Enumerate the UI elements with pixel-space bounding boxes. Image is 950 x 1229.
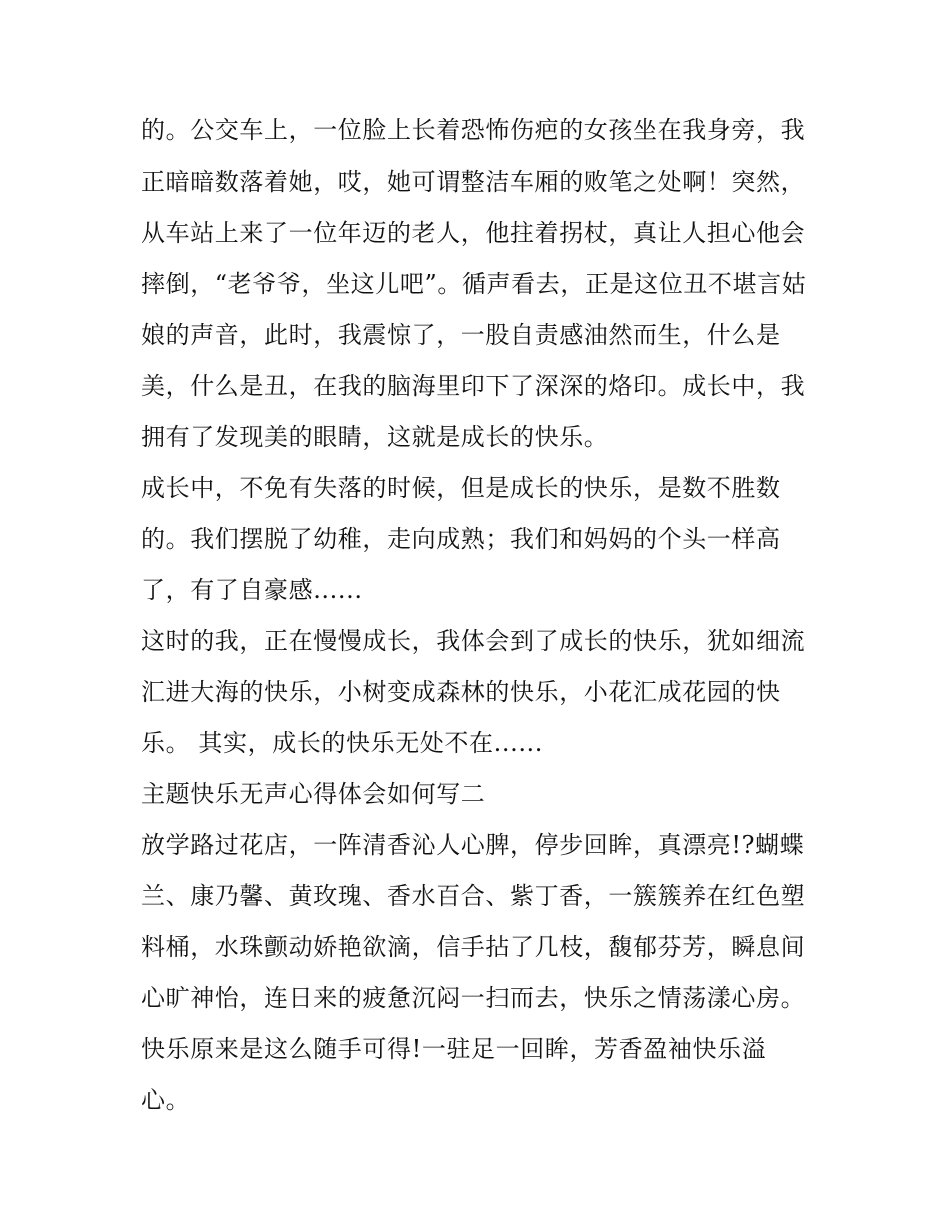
section-heading: 主题快乐无声心得体会如何写二: [141, 780, 486, 808]
text-line: 美，什么是丑，在我的脑海里印下了深深的烙印。成长中，我: [141, 372, 806, 400]
text-line: 正暗暗数落着她，哎，她可谓整洁车厢的败笔之处啊！突然，: [141, 168, 806, 196]
text-line: 拥有了发现美的眼睛，这就是成长的快乐。: [141, 423, 609, 451]
text-line: 快乐原来是这么随手可得!一驻足一回眸，芳香盈袖快乐溢: [141, 1035, 767, 1063]
text-line: 的。我们摆脱了幼稚，走向成熟；我们和妈妈的个头一样高: [141, 525, 781, 553]
text-line: 成长中，不免有失落的时候，但是成长的快乐，是数不胜数: [141, 474, 781, 502]
text-line: 的。公交车上，一位脸上长着恐怖伤疤的女孩坐在我身旁，我: [141, 116, 806, 144]
text-line: 心。: [141, 1086, 191, 1114]
text-line: 料桶，水珠颤动娇艳欲滴，信手拈了几枝，馥郁芬芳，瞬息间: [141, 933, 806, 961]
text-line: 心旷神怡，连日来的疲惫沉闷一扫而去，快乐之情荡漾心房。: [141, 984, 806, 1012]
text-line: 摔倒，“老爷爷，坐这儿吧”。循声看去，正是这位丑不堪言姑: [141, 270, 807, 298]
text-line: 了，有了自豪感......: [141, 576, 363, 604]
text-line: 汇进大海的快乐，小树变成森林的快乐，小花汇成花园的快: [141, 678, 781, 706]
text-line: 这时的我，正在慢慢成长，我体会到了成长的快乐，犹如细流: [141, 627, 806, 655]
text-line: 兰、康乃馨、黄玫瑰、香水百合、紫丁香，一簇簇养在红色塑: [141, 882, 806, 910]
text-line: 娘的声音，此时，我震惊了，一股自责感油然而生，什么是: [141, 321, 781, 349]
text-line: 放学路过花店，一阵清香沁人心脾，停步回眸，真漂亮!?蝴蝶: [141, 831, 805, 859]
text-line: 从车站上来了一位年迈的老人，他拄着拐杖，真让人担心他会: [141, 219, 806, 247]
text-line: 乐。 其实，成长的快乐无处不在......: [141, 729, 544, 757]
